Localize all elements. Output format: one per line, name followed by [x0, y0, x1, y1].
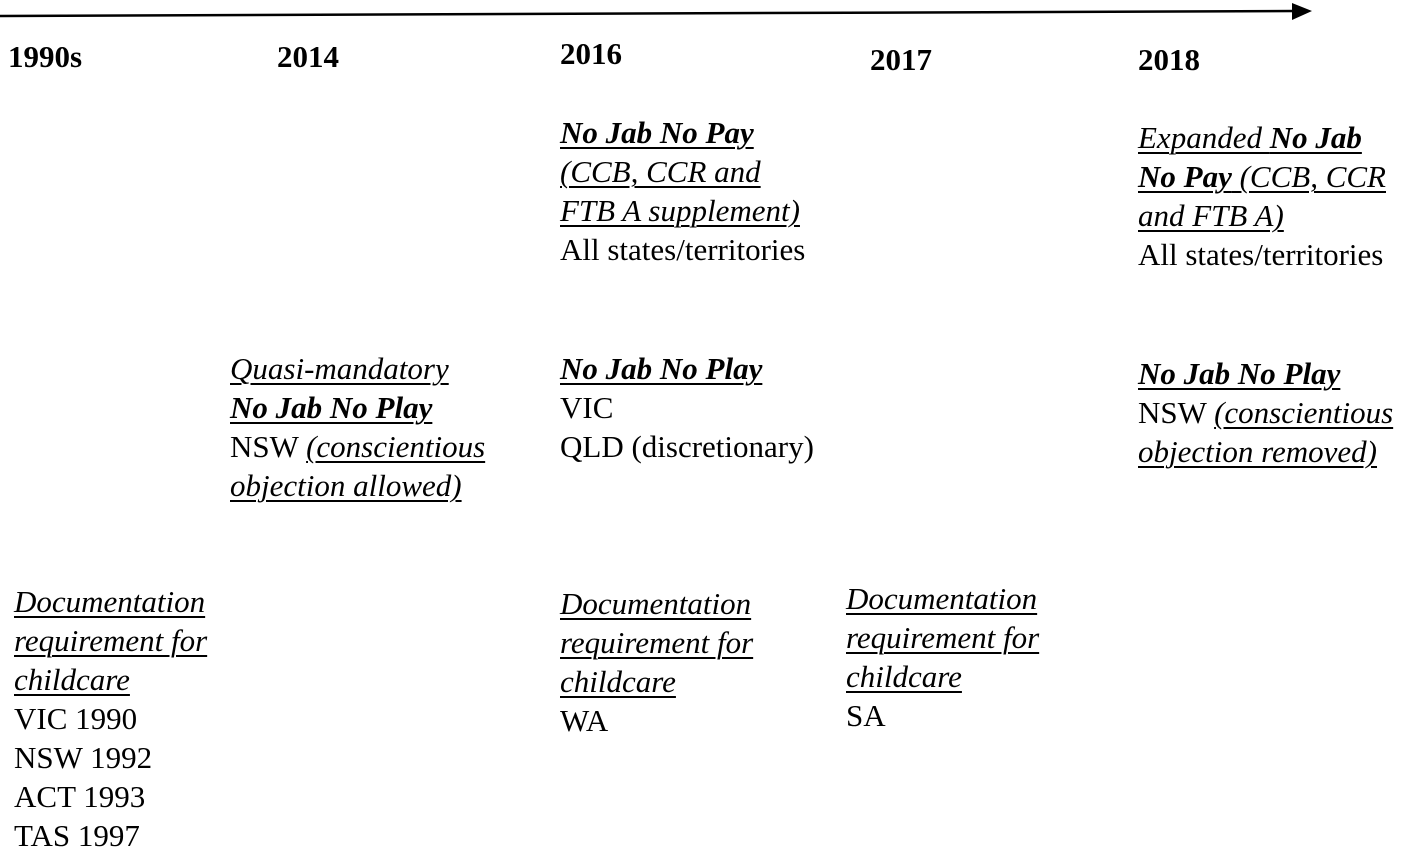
- jurisdiction: NSW: [1138, 395, 1215, 430]
- policy-title: No Jab No Play: [1138, 356, 1341, 391]
- policy-title: No Jab No Play: [560, 351, 763, 386]
- policy-title: No Jab No Play: [230, 390, 433, 425]
- policy-qualifier: Quasi-mandatory: [230, 351, 449, 386]
- entry-2018-no-jab-no-play: [1138, 354, 1393, 471]
- entry-1990s-documentation: [14, 582, 207, 855]
- jurisdiction: NSW: [230, 429, 299, 464]
- policy-title: childcare: [560, 664, 676, 699]
- jurisdiction: VIC 1990: [14, 701, 138, 736]
- jurisdiction: WA: [560, 703, 609, 738]
- jurisdiction: NSW 1992: [14, 740, 153, 775]
- policy-note: objection removed): [1138, 434, 1378, 469]
- timeline-axis-line: [0, 11, 1296, 16]
- policy-qualifier: Expanded: [1138, 120, 1270, 155]
- entry-2016-no-jab-no-pay: [560, 113, 805, 269]
- policy-note: objection allowed): [230, 468, 462, 503]
- entry-2016-documentation: [560, 584, 753, 740]
- policy-title: No Jab No Pay: [560, 115, 754, 150]
- year-label-1990s: 1990s: [8, 39, 83, 74]
- jurisdiction: QLD (discretionary): [560, 429, 814, 464]
- jurisdiction-scope: All states/territories: [560, 232, 806, 267]
- policy-title: Documentation: [846, 581, 1038, 616]
- year-label-2017: 2017: [870, 42, 932, 77]
- policy-title: requirement for: [846, 620, 1040, 655]
- entry-2018-expanded-no-jab-no-pay: [1138, 118, 1386, 274]
- policy-title: Documentation: [560, 586, 752, 621]
- entry-2014-no-jab-no-play: [230, 349, 485, 505]
- policy-title: childcare: [14, 662, 130, 697]
- policy-title: Documentation: [14, 584, 206, 619]
- payment-types: and FTB A): [1138, 198, 1284, 233]
- jurisdiction: TAS 1997: [14, 818, 140, 853]
- policy-note: (conscientious: [306, 429, 486, 464]
- year-label-2016: 2016: [560, 36, 622, 71]
- entry-2016-no-jab-no-play: [560, 349, 814, 466]
- jurisdiction: VIC: [560, 390, 614, 425]
- payment-types: (CCB, CCR: [1231, 159, 1386, 194]
- policy-title: requirement for: [14, 623, 208, 658]
- jurisdiction: SA: [846, 698, 886, 733]
- year-label-2018: 2018: [1138, 42, 1200, 77]
- jurisdiction-scope: All states/territories: [1138, 237, 1384, 272]
- year-label-2014: 2014: [277, 39, 339, 74]
- payment-types: (CCB, CCR and: [560, 154, 761, 189]
- jurisdiction: ACT 1993: [14, 779, 146, 814]
- policy-title: requirement for: [560, 625, 754, 660]
- policy-note: (conscientious: [1214, 395, 1394, 430]
- entry-2017-documentation: [846, 579, 1039, 735]
- policy-title: childcare: [846, 659, 962, 694]
- policy-title: No Jab: [1269, 120, 1362, 155]
- timeline-arrow: [0, 0, 1423, 30]
- payment-types: FTB A supplement): [560, 193, 800, 228]
- arrowhead-icon: [1292, 3, 1312, 20]
- policy-title: No Pay: [1138, 159, 1232, 194]
